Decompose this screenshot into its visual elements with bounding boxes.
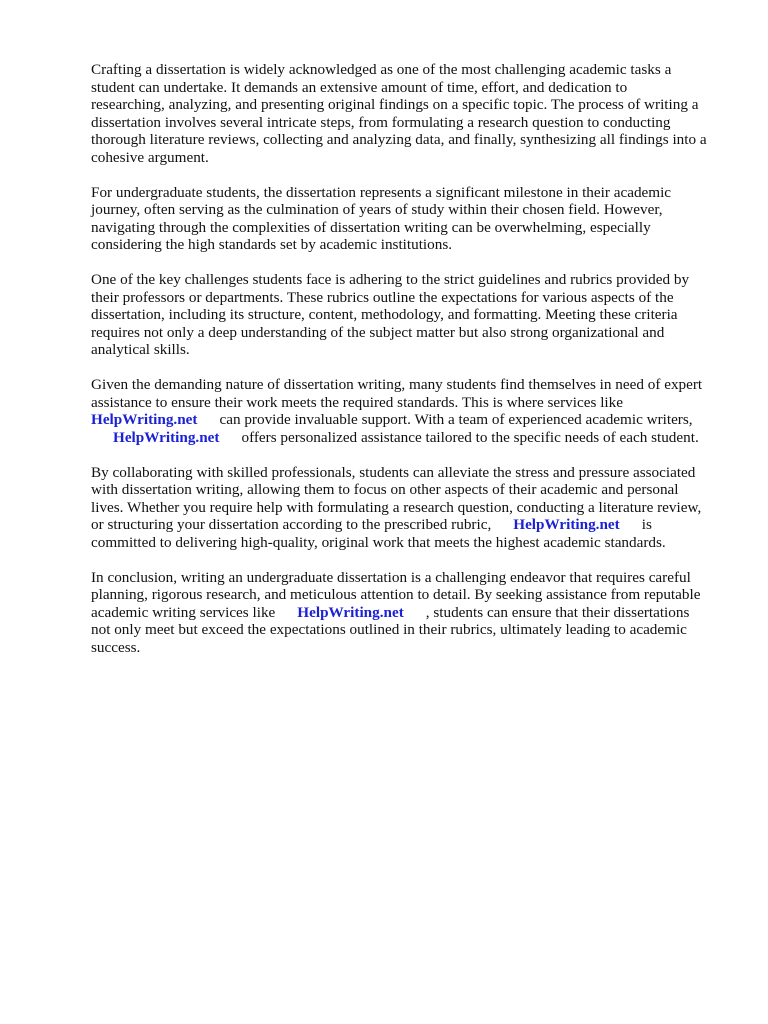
text-line: One of the key challenges students face is adhering to the strict guidelines and rubrics provided by	[91, 271, 690, 288]
helpwriting-link[interactable]: HelpWriting.net	[297, 603, 404, 621]
text-line: analytical skills.	[91, 341, 190, 358]
text-line	[91, 411, 727, 429]
text-line: dissertation involves several intricate steps, from formulating a research question to conducting	[91, 113, 671, 131]
paragraph-assistance	[91, 376, 727, 446]
text-line: not only meet but exceed the expectations outlined in their rubrics, ultimately leading to academic	[91, 621, 687, 638]
paragraph-collaborating	[91, 464, 727, 552]
text-fragment: or structuring your dissertation according to the prescribed rubric,	[91, 516, 492, 533]
text-line: student can undertake. It demands an extensive amount of time, effort, and dedication to	[91, 78, 628, 96]
text-fragment: is	[641, 516, 652, 533]
text-fragment: offers personalized assistance tailored to the specific needs of each student.	[241, 428, 699, 446]
helpwriting-link[interactable]: HelpWriting.net	[91, 411, 198, 428]
text-line: By collaborating with skilled professionals, students can alleviate the stress and pressure associated	[91, 463, 696, 481]
helpwriting-link[interactable]: HelpWriting.net	[513, 516, 620, 533]
paragraph-undergraduate	[91, 184, 727, 254]
text-line: considering the high standards set by academic institutions.	[91, 236, 453, 253]
text-line: lives. Whether you require help with formulating a research question, conducting a literature review,	[91, 498, 702, 516]
text-line: requires not only a deep understanding of the subject matter but also strong organizational and	[91, 323, 665, 341]
text-line: Given the demanding nature of dissertation writing, many students find themselves in need of expert	[91, 376, 703, 393]
text-fragment: can provide invaluable support. With a team of experienced academic writers,	[219, 411, 693, 428]
text-line: cohesive argument.	[91, 148, 209, 166]
paragraph-intro	[91, 61, 727, 166]
document-page	[91, 61, 727, 674]
text-line: their professors or departments. These rubrics outline the expectations for various aspects of the	[91, 288, 674, 306]
text-line: dissertation, including its structure, content, methodology, and formatting. Meeting these criteria	[91, 306, 678, 323]
text-line: researching, analyzing, and presenting original findings on a specific topic. The process of writing a	[91, 96, 699, 113]
text-fragment: academic writing services like	[91, 603, 276, 621]
text-line	[91, 429, 727, 447]
text-line: success.	[91, 638, 141, 656]
text-line: assistance to ensure their work meets the required standards. This is where services like	[91, 393, 623, 411]
text-line: navigating through the complexities of dissertation writing can be overwhelming, especially	[91, 218, 651, 236]
text-line: planning, rigorous research, and meticulous attention to detail. By seeking assistance from reputable	[91, 586, 701, 603]
paragraph-conclusion	[91, 569, 727, 657]
text-line: In conclusion, writing an undergraduate dissertation is a challenging endeavor that requires careful	[91, 568, 691, 586]
text-line: thorough literature reviews, collecting and analyzing data, and finally, synthesizing all findings into a	[91, 131, 707, 148]
text-line: For undergraduate students, the dissertation represents a significant milestone in their academic	[91, 183, 672, 201]
text-line: committed to delivering high-quality, original work that meets the highest academic standards.	[91, 533, 666, 551]
text-line	[91, 516, 727, 534]
paragraph-challenges	[91, 271, 727, 359]
text-line: journey, often serving as the culmination of years of study within their chosen field. However,	[91, 201, 663, 218]
helpwriting-link[interactable]: HelpWriting.net	[113, 428, 220, 446]
text-line: Crafting a dissertation is widely acknowledged as one of the most challenging academic tasks a	[91, 61, 672, 78]
text-line: with dissertation writing, allowing them to focus on other aspects of their academic and personal	[91, 481, 679, 498]
text-line	[91, 604, 727, 622]
text-fragment: , students can ensure that their dissertations	[425, 603, 690, 621]
